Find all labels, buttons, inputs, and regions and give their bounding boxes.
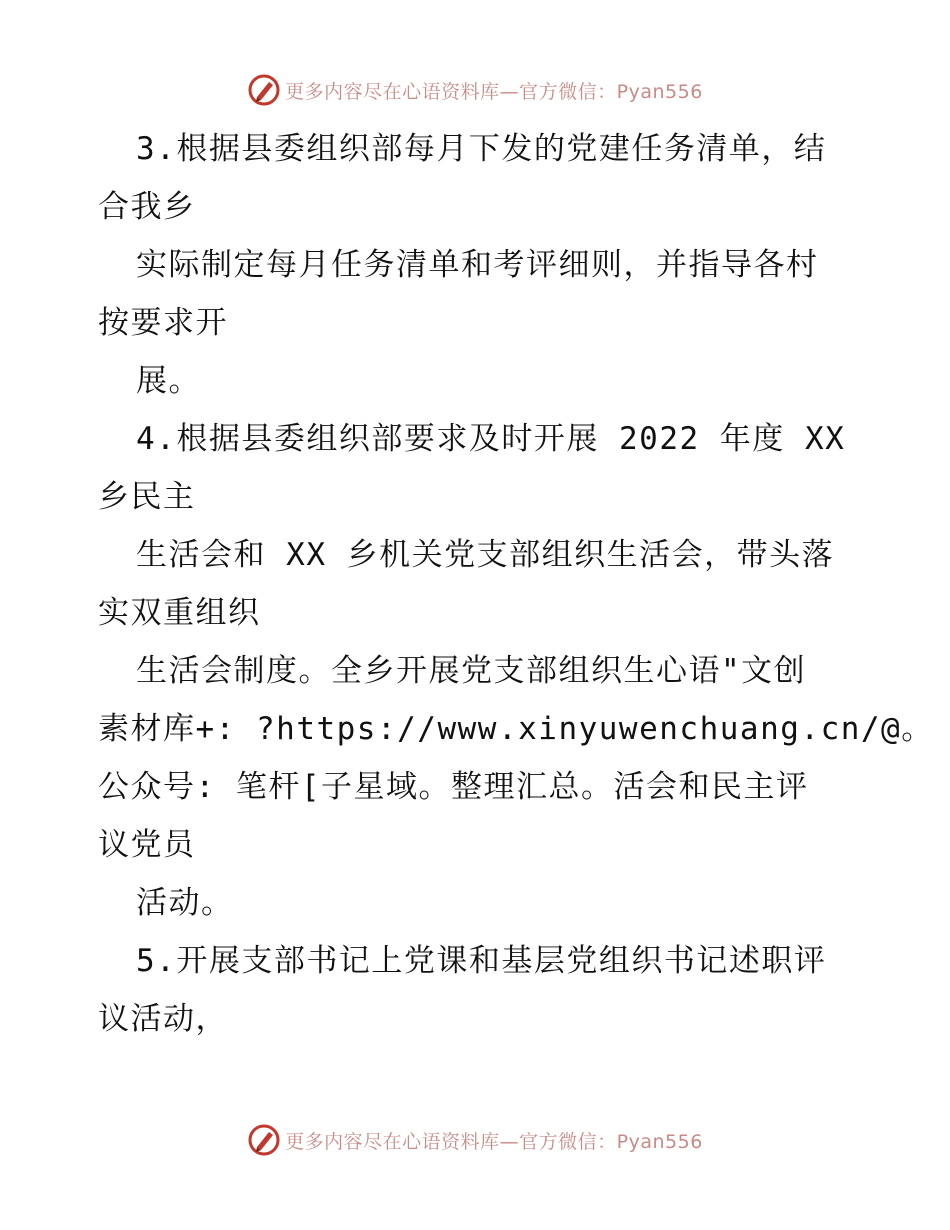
body-line: 展。 xyxy=(136,363,201,399)
body-line: 生活会和 XX 乡机关党支部组织生活会，带头落 xyxy=(136,537,835,573)
body-line: 活动。 xyxy=(136,885,234,921)
body-line: 按要求开 xyxy=(98,305,228,341)
footer-banner xyxy=(0,1120,950,1160)
pen-circle-logo-icon xyxy=(247,73,281,107)
body-line: 公众号: 笔杆[子星域。整理汇总。活会和民主评 xyxy=(98,769,809,805)
document-body xyxy=(98,120,934,1048)
body-line: 实际制定每月任务清单和考评细则，并指导各村 xyxy=(136,247,819,283)
body-line: 生活会制度。全乡开展党支部组织生心语"文创 xyxy=(136,653,807,689)
header-banner-text: 更多内容尽在心语资料库—官方微信：Pyan556 xyxy=(285,80,703,103)
footer-banner-text: 更多内容尽在心语资料库—官方微信：Pyan556 xyxy=(285,1130,703,1153)
body-line: 3.根据县委组织部每月下发的党建任务清单，结 xyxy=(136,131,827,167)
body-line: 乡民主 xyxy=(98,479,196,515)
pen-circle-logo-icon xyxy=(247,1123,281,1157)
body-line: 4.根据县委组织部要求及时开展 2022 年度 XX xyxy=(136,421,846,457)
body-line: 实双重组织 xyxy=(98,595,261,631)
body-line: 合我乡 xyxy=(98,189,196,225)
body-line: 素材库+: ?https://www.xinyuwenchuang.cn/@。 xyxy=(98,711,934,747)
body-line: 5.开展支部书记上党课和基层党组织书记述职评 xyxy=(136,943,827,979)
body-line: 议党员 xyxy=(98,827,196,863)
header-banner xyxy=(0,70,950,110)
body-line: 议活动， xyxy=(98,1001,228,1037)
